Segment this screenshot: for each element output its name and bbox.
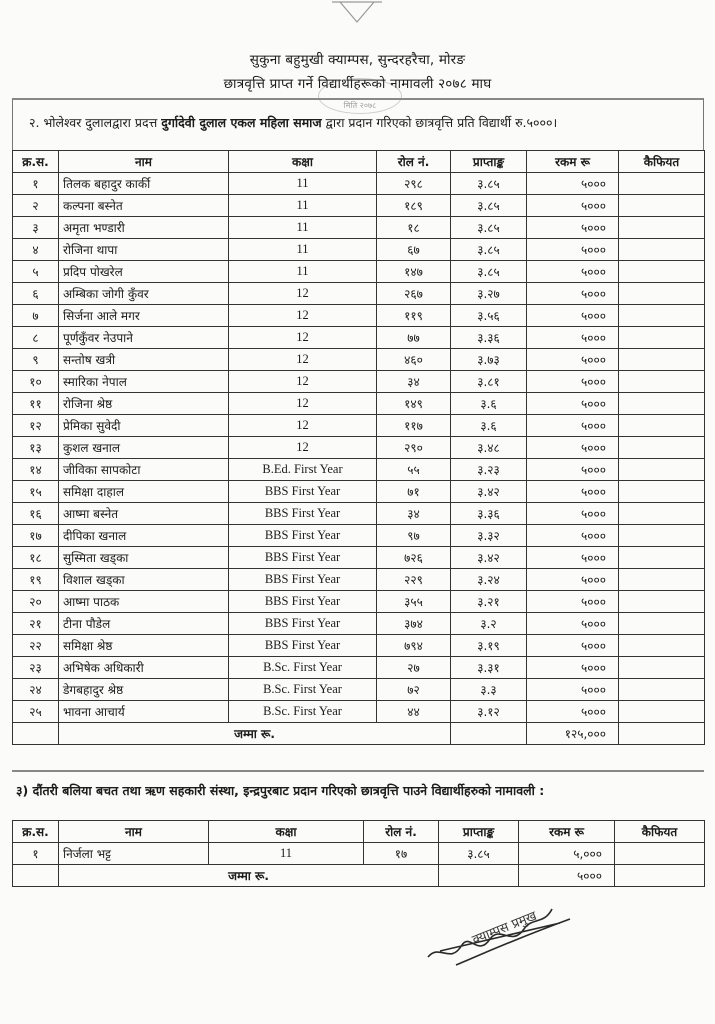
cell-name: पूर्णकुँवर नेउपाने — [59, 327, 229, 349]
cell-sn: १६ — [13, 503, 59, 525]
table-row — [13, 459, 705, 481]
cell-amount: ५००० — [527, 481, 619, 503]
cell-remarks — [619, 525, 705, 547]
total-blank — [13, 865, 59, 887]
total-blank — [439, 865, 519, 887]
cell-name: आष्मा पाठक — [59, 591, 229, 613]
cell-sn: ८ — [13, 327, 59, 349]
cell-name: सुस्मिता खड्का — [59, 547, 229, 569]
table-row — [13, 173, 705, 195]
cell-class: 12 — [229, 393, 377, 415]
cell-amount: ५००० — [527, 437, 619, 459]
cell-name: भावना आचार्य — [59, 701, 229, 723]
cell-name: जीविका सापकोटा — [59, 459, 229, 481]
total-blank — [619, 723, 705, 745]
cell-roll: २९८ — [377, 173, 451, 195]
cell-gpa: ३.७३ — [451, 349, 527, 371]
col-header-amount: रकम रू — [519, 821, 615, 843]
cell-sn: २ — [13, 195, 59, 217]
cell-gpa: ३.८५ — [451, 261, 527, 283]
col-header-remarks: कैफियत — [619, 151, 705, 173]
cell-gpa: ३.६ — [451, 415, 527, 437]
cell-class: 11 — [229, 239, 377, 261]
cell-gpa: ३.३६ — [451, 503, 527, 525]
cell-amount: ५००० — [527, 217, 619, 239]
cell-gpa: ३.४८ — [451, 437, 527, 459]
cell-gpa: ३.२३ — [451, 459, 527, 481]
cell-class: 12 — [229, 349, 377, 371]
cell-remarks — [619, 613, 705, 635]
cell-amount: ५००० — [527, 547, 619, 569]
cell-name: प्रेमिका सुवेदी — [59, 415, 229, 437]
total-value: १२५,००० — [527, 723, 619, 745]
cell-amount: ५००० — [527, 701, 619, 723]
cell-gpa: ३.२ — [451, 613, 527, 635]
cell-sn: ५ — [13, 261, 59, 283]
cell-class: B.Sc. First Year — [229, 701, 377, 723]
total-blank — [615, 865, 705, 887]
cell-class: BBS First Year — [229, 569, 377, 591]
col-header-name: नाम — [59, 151, 229, 173]
cell-amount: ५००० — [527, 613, 619, 635]
cell-amount: ५००० — [527, 173, 619, 195]
cell-remarks — [619, 393, 705, 415]
cell-amount: ५००० — [527, 261, 619, 283]
cell-name: समिक्षा दाहाल — [59, 481, 229, 503]
table-row — [13, 525, 705, 547]
cell-remarks — [619, 437, 705, 459]
cell-remarks — [619, 283, 705, 305]
cell-name: टीना पौडेल — [59, 613, 229, 635]
table-row — [13, 305, 705, 327]
cell-sn: २१ — [13, 613, 59, 635]
table-row — [13, 481, 705, 503]
cell-roll: २७ — [377, 657, 451, 679]
cell-class: BBS First Year — [229, 613, 377, 635]
cell-sn: १९ — [13, 569, 59, 591]
cell-class: BBS First Year — [229, 525, 377, 547]
table-row — [13, 657, 705, 679]
cell-name: विशाल खड्का — [59, 569, 229, 591]
cell-roll: १४७ — [377, 261, 451, 283]
cell-sn: १० — [13, 371, 59, 393]
table-total-row — [13, 865, 705, 887]
table-row — [13, 239, 705, 261]
cell-amount: ५००० — [527, 569, 619, 591]
cell-class: B.Sc. First Year — [229, 657, 377, 679]
cell-gpa: ३.२४ — [451, 569, 527, 591]
list-title: छात्रवृत्ति प्राप्त गर्ने विद्यार्थीहरूको नामावली २०७८ माघ — [223, 76, 492, 92]
cell-amount: ५००० — [527, 657, 619, 679]
cell-gpa: ३.८१ — [451, 371, 527, 393]
cell-gpa: ३.३ — [451, 679, 527, 701]
cell-sn: ३ — [13, 217, 59, 239]
cell-class: BBS First Year — [229, 503, 377, 525]
cell-gpa: ३.२७ — [451, 283, 527, 305]
cell-gpa: ३.१२ — [451, 701, 527, 723]
cell-remarks — [619, 657, 705, 679]
cell-roll: २२९ — [377, 569, 451, 591]
cell-remarks — [619, 569, 705, 591]
cell-class: 12 — [229, 327, 377, 349]
cell-name: प्रदिप पोखरेल — [59, 261, 229, 283]
stamp-mark-icon — [322, 0, 392, 26]
campus-title: सुकुना बहुमुखी क्याम्पस, सुन्दरहरैचा, मोरङ — [249, 52, 466, 68]
cell-amount: ५,००० — [519, 843, 615, 865]
col-header-class: कक्षा — [229, 151, 377, 173]
cell-remarks — [619, 679, 705, 701]
cell-roll: ११९ — [377, 305, 451, 327]
cell-class: 11 — [229, 173, 377, 195]
cell-sn: १७ — [13, 525, 59, 547]
cell-class: BBS First Year — [229, 547, 377, 569]
cell-amount: ५००० — [527, 371, 619, 393]
cell-class: 11 — [229, 195, 377, 217]
cell-remarks — [619, 327, 705, 349]
col-header-class: कक्षा — [209, 821, 364, 843]
signature-title: क्याम्पस प्रमुख — [470, 908, 540, 949]
cell-sn: २० — [13, 591, 59, 613]
table-row — [13, 679, 705, 701]
section-2-heading: ३) दौंतरी बलिया बचत तथा ऋण सहकारी संस्था, इन्द्रपुरबाट प्रदान गरिएको छात्रवृत्ति पाउने विद्यार्थीहरुको नामावली : — [12, 770, 704, 820]
col-header-gpa: प्राप्ताङ्क — [439, 821, 519, 843]
cell-name: कुशल खनाल — [59, 437, 229, 459]
cell-amount: ५००० — [527, 349, 619, 371]
total-blank — [13, 723, 59, 745]
cell-sn: १४ — [13, 459, 59, 481]
table-row — [13, 217, 705, 239]
cell-remarks — [619, 547, 705, 569]
cell-class: BBS First Year — [229, 591, 377, 613]
cell-gpa: ३.३६ — [451, 327, 527, 349]
cell-name: निर्जला भट्ट — [59, 843, 209, 865]
cell-sn: १३ — [13, 437, 59, 459]
cell-sn: ७ — [13, 305, 59, 327]
cell-remarks — [619, 635, 705, 657]
total-value: ५००० — [519, 865, 615, 887]
cell-roll: २९० — [377, 437, 451, 459]
cell-roll: ७२६ — [377, 547, 451, 569]
cell-amount: ५००० — [527, 305, 619, 327]
cell-amount: ५००० — [527, 327, 619, 349]
cell-sn: २४ — [13, 679, 59, 701]
table-row — [13, 371, 705, 393]
cell-name: स्मारिका नेपाल — [59, 371, 229, 393]
cell-amount: ५००० — [527, 283, 619, 305]
cell-sn: २५ — [13, 701, 59, 723]
cell-sn: १२ — [13, 415, 59, 437]
cell-remarks — [619, 195, 705, 217]
table-row — [13, 283, 705, 305]
cell-gpa: ३.३२ — [451, 525, 527, 547]
cell-roll: ३५५ — [377, 591, 451, 613]
cell-sn: २२ — [13, 635, 59, 657]
cell-roll: १७ — [364, 843, 439, 865]
cell-amount: ५००० — [527, 503, 619, 525]
cell-sn: २३ — [13, 657, 59, 679]
table-row — [13, 437, 705, 459]
col-header-gpa: प्राप्ताङ्क — [451, 151, 527, 173]
cell-class: 11 — [229, 217, 377, 239]
cell-roll: ११७ — [377, 415, 451, 437]
cell-gpa: ३.६ — [451, 393, 527, 415]
cell-remarks — [619, 371, 705, 393]
cell-sn: ४ — [13, 239, 59, 261]
cell-gpa: ३.८५ — [451, 173, 527, 195]
cell-amount: ५००० — [527, 459, 619, 481]
cell-remarks — [619, 415, 705, 437]
cell-sn: ९ — [13, 349, 59, 371]
table-row — [13, 415, 705, 437]
cell-gpa: ३.४२ — [451, 547, 527, 569]
cell-name: सिर्जना आले मगर — [59, 305, 229, 327]
cell-class: 12 — [229, 305, 377, 327]
table-row — [13, 591, 705, 613]
cell-remarks — [619, 701, 705, 723]
cell-name: अभिषेक अधिकारी — [59, 657, 229, 679]
cell-amount: ५००० — [527, 525, 619, 547]
cell-remarks — [619, 591, 705, 613]
cell-roll: १८ — [377, 217, 451, 239]
table-row — [13, 569, 705, 591]
cell-amount: ५००० — [527, 591, 619, 613]
cell-gpa: ३.१९ — [451, 635, 527, 657]
table-row — [13, 547, 705, 569]
table-header-row — [13, 151, 705, 173]
cell-name: तिलक बहादुर कार्की — [59, 173, 229, 195]
cell-gpa: ३.८५ — [451, 239, 527, 261]
cell-gpa: ३.८५ — [451, 217, 527, 239]
scholarship-table-1 — [12, 150, 705, 745]
cell-gpa: ३.४२ — [451, 481, 527, 503]
table-row — [13, 195, 705, 217]
cell-remarks — [615, 843, 705, 865]
cell-amount: ५००० — [527, 635, 619, 657]
col-header-sn: क्र.स. — [13, 821, 59, 843]
total-label: जम्मा रू. — [59, 865, 439, 887]
cell-remarks — [619, 305, 705, 327]
cell-remarks — [619, 459, 705, 481]
cell-class: 12 — [229, 437, 377, 459]
cell-sn: ११ — [13, 393, 59, 415]
cell-roll: ४४ — [377, 701, 451, 723]
cell-remarks — [619, 481, 705, 503]
cell-gpa: ३.५६ — [451, 305, 527, 327]
cell-class: 11 — [209, 843, 364, 865]
cell-gpa: ३.३१ — [451, 657, 527, 679]
table-row — [13, 843, 705, 865]
cell-name: डेगबहादुर श्रेष्ठ — [59, 679, 229, 701]
cell-remarks — [619, 173, 705, 195]
table-row — [13, 503, 705, 525]
col-header-sn: क्र.स. — [13, 151, 59, 173]
cell-gpa: ३.८५ — [439, 843, 519, 865]
total-blank — [451, 723, 527, 745]
cell-remarks — [619, 239, 705, 261]
cell-gpa: ३.२१ — [451, 591, 527, 613]
cell-remarks — [619, 503, 705, 525]
table-row — [13, 635, 705, 657]
cell-sn: ६ — [13, 283, 59, 305]
cell-roll: ७७ — [377, 327, 451, 349]
cell-name: अमृता भण्डारी — [59, 217, 229, 239]
cell-roll: १४९ — [377, 393, 451, 415]
cell-name: आष्मा बस्नेत — [59, 503, 229, 525]
col-header-remarks: कैफियत — [615, 821, 705, 843]
cell-name: अम्बिका जोगी कुँवर — [59, 283, 229, 305]
table-row — [13, 327, 705, 349]
scholarship-table-2 — [12, 820, 705, 887]
cell-sn: १ — [13, 173, 59, 195]
cell-class: 12 — [229, 283, 377, 305]
table-total-row — [13, 723, 705, 745]
cell-roll: ७१ — [377, 481, 451, 503]
cell-roll: ५५ — [377, 459, 451, 481]
cell-remarks — [619, 349, 705, 371]
table-row — [13, 393, 705, 415]
cell-roll: ६७ — [377, 239, 451, 261]
cell-class: 11 — [229, 261, 377, 283]
cell-name: रोजिना थापा — [59, 239, 229, 261]
cell-class: BBS First Year — [229, 481, 377, 503]
cell-roll: १८९ — [377, 195, 451, 217]
cell-roll: ३७४ — [377, 613, 451, 635]
table-row — [13, 261, 705, 283]
cell-name: समिक्षा श्रेष्ठ — [59, 635, 229, 657]
cell-name: सन्तोष खत्री — [59, 349, 229, 371]
cell-sn: १ — [13, 843, 59, 865]
col-header-name: नाम — [59, 821, 209, 843]
cell-roll: ७२ — [377, 679, 451, 701]
cell-name: कल्पना बस्नेत — [59, 195, 229, 217]
cell-amount: ५००० — [527, 415, 619, 437]
cell-sn: १८ — [13, 547, 59, 569]
cell-amount: ५००० — [527, 195, 619, 217]
table-row — [13, 701, 705, 723]
cell-class: 12 — [229, 371, 377, 393]
col-header-roll: रोल नं. — [377, 151, 451, 173]
cell-roll: ७९४ — [377, 635, 451, 657]
cell-class: B.Sc. First Year — [229, 679, 377, 701]
cell-class: BBS First Year — [229, 635, 377, 657]
cell-gpa: ३.८५ — [451, 195, 527, 217]
cell-amount: ५००० — [527, 239, 619, 261]
cell-roll: २६७ — [377, 283, 451, 305]
cell-class: 12 — [229, 415, 377, 437]
cell-roll: ४६० — [377, 349, 451, 371]
cell-roll: ३४ — [377, 371, 451, 393]
table-row — [13, 349, 705, 371]
total-label: जम्मा रू. — [59, 723, 451, 745]
cell-name: दीपिका खनाल — [59, 525, 229, 547]
col-header-amount: रकम रू — [527, 151, 619, 173]
col-header-roll: रोल नं. — [364, 821, 439, 843]
cell-remarks — [619, 217, 705, 239]
cell-roll: ९७ — [377, 525, 451, 547]
cell-amount: ५००० — [527, 393, 619, 415]
campus-stamp: मिति २०७८ — [318, 78, 402, 114]
cell-remarks — [619, 261, 705, 283]
cell-class: B.Ed. First Year — [229, 459, 377, 481]
table-row — [13, 613, 705, 635]
cell-sn: १५ — [13, 481, 59, 503]
section-1-heading: २. भोलेश्वर दुलालद्वारा प्रदत्त दुर्गादेवी दुलाल एकल महिला समाज द्वारा प्रदान गरिएको छात्रवृत्ति प्रति विद्यार्थी रु.५०००। — [12, 98, 704, 150]
cell-roll: ३४ — [377, 503, 451, 525]
cell-name: रोजिना श्रेष्ठ — [59, 393, 229, 415]
cell-amount: ५००० — [527, 679, 619, 701]
table-header-row — [13, 821, 705, 843]
